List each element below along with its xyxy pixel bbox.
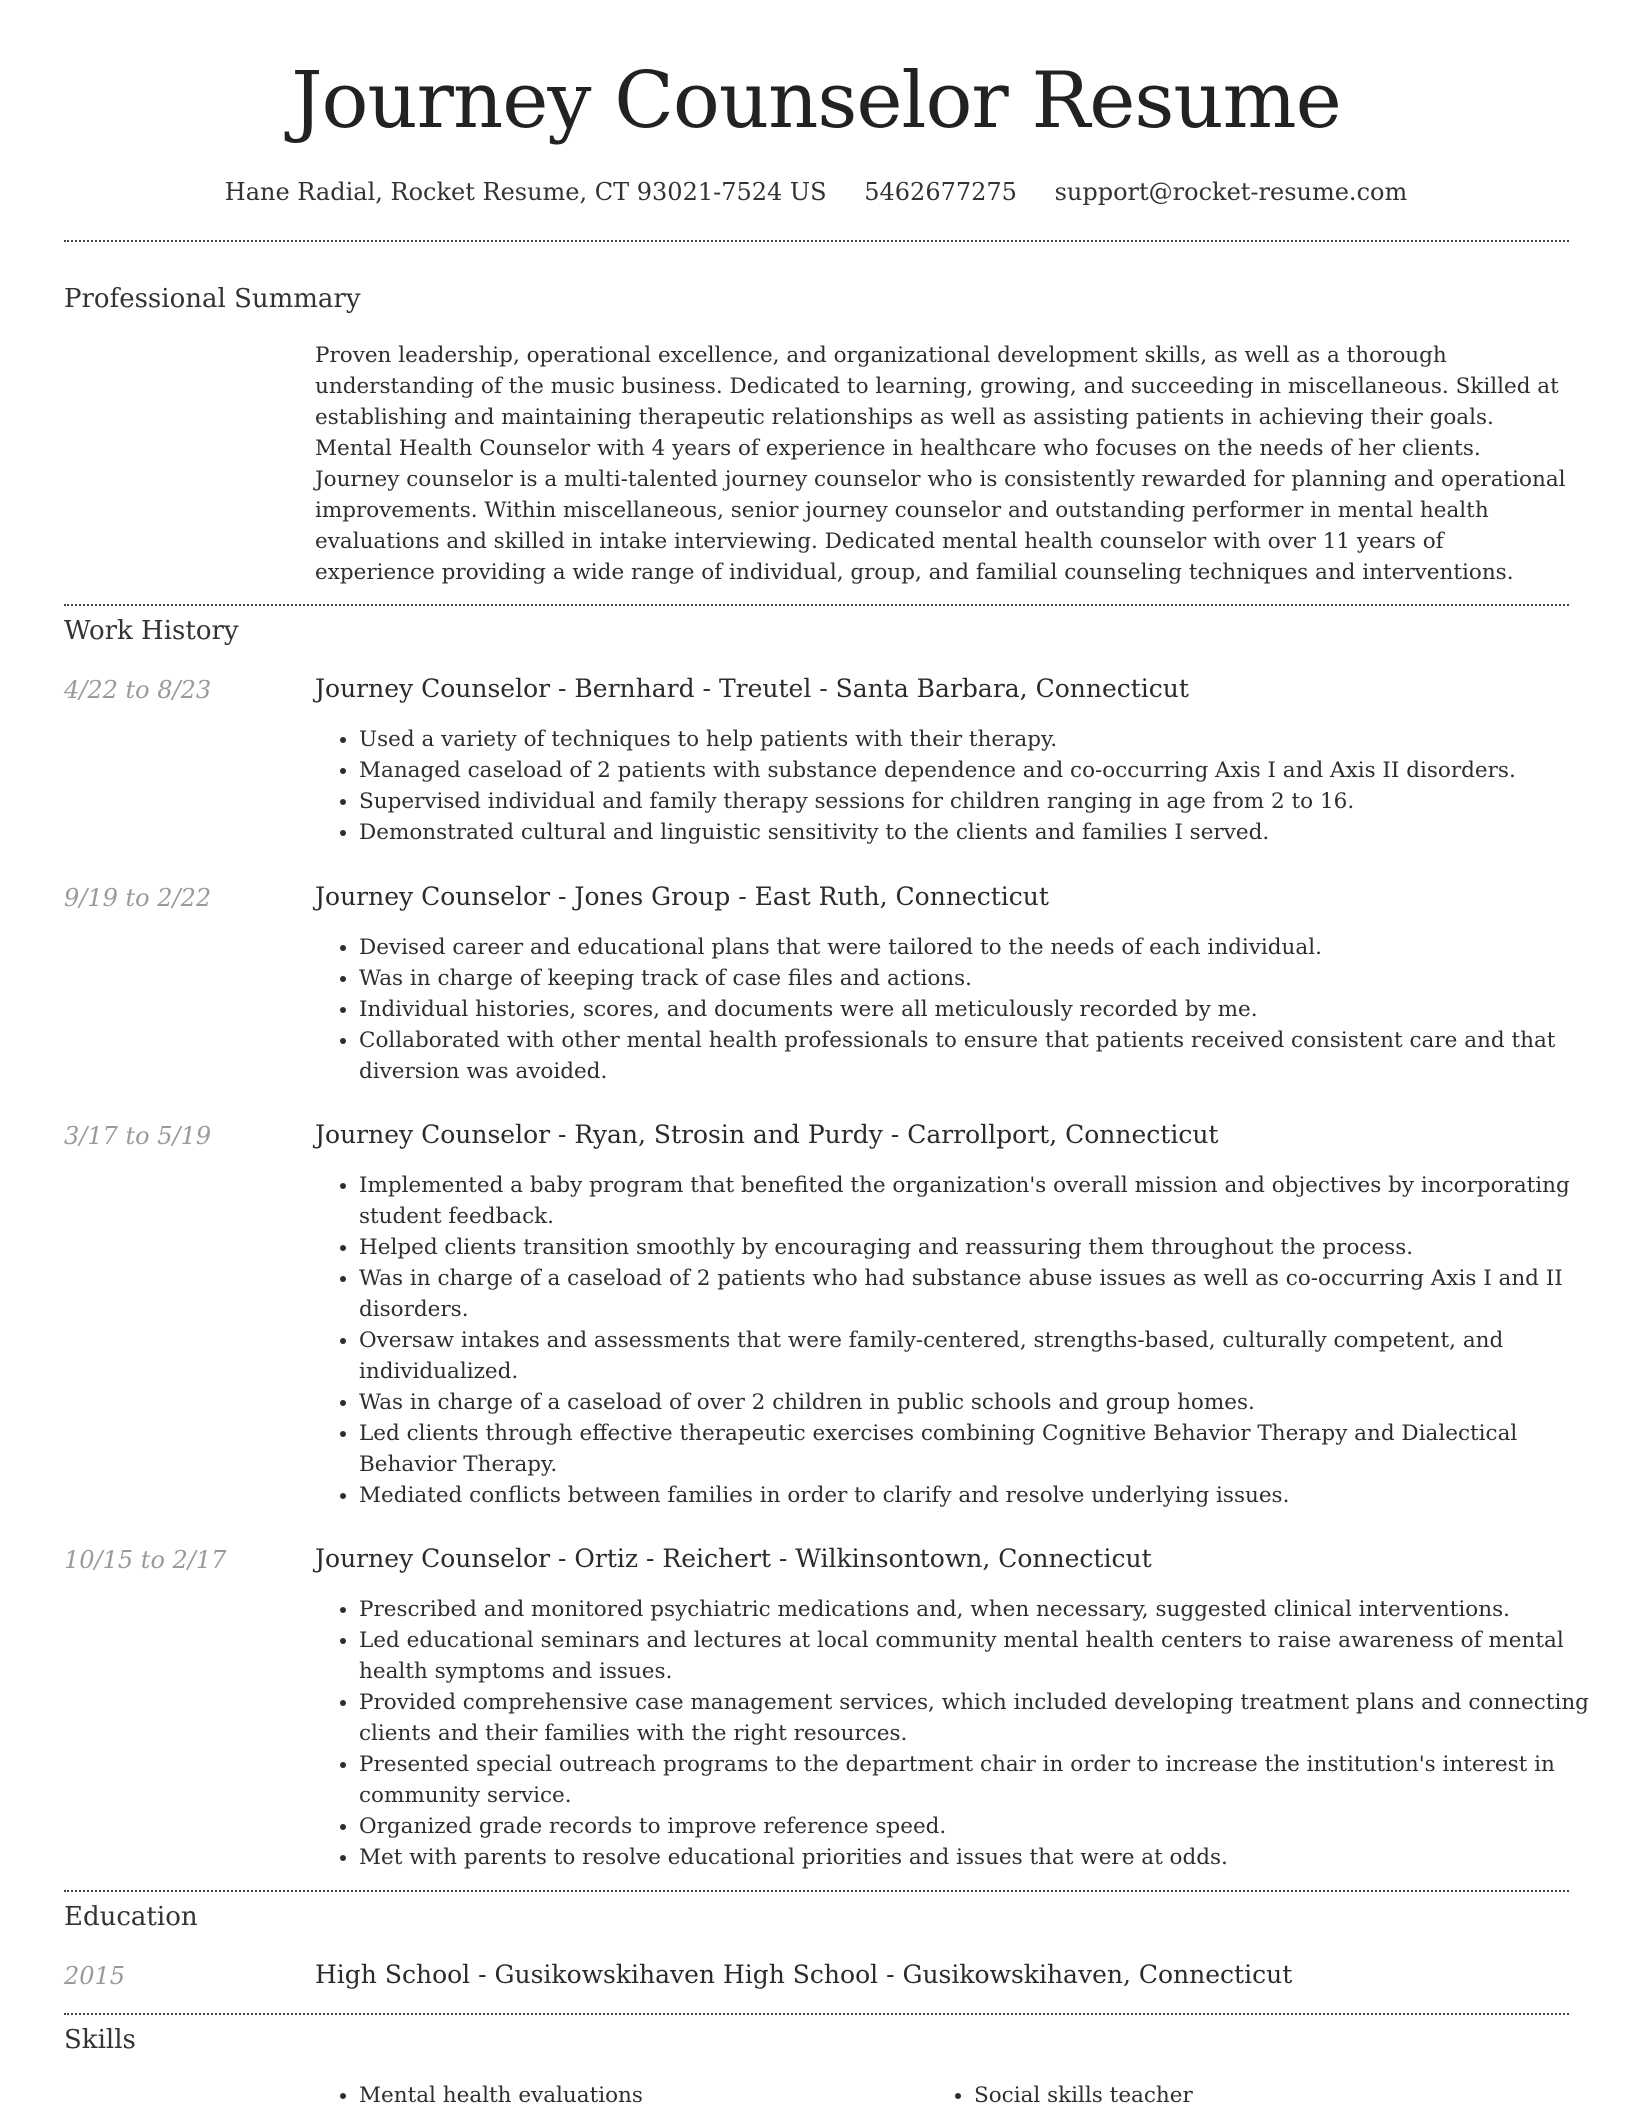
job-bullet: • Oversaw intakes and assessments that were family-centered, strengths-based, culturally competent, and individualized.: [359, 1325, 1609, 1387]
education-heading: Education: [64, 1902, 198, 1932]
job-bullets: [315, 1594, 1609, 1873]
job-dates: 9/19 to 2/22: [64, 884, 212, 912]
job-bullets: [315, 932, 1609, 1087]
job-bullet: • Prescribed and monitored psychiatric medications and, when necessary, suggested clinical interventions.: [359, 1594, 1609, 1625]
skills-heading: Skills: [64, 2025, 136, 2055]
job-bullet: • Managed caseload of 2 patients with substance dependence and co-occurring Axis I and Axis II disorders.: [359, 755, 1609, 786]
job-bullet: • Organized grade records to improve reference speed.: [359, 1811, 1609, 1842]
contact-line: [0, 178, 1632, 206]
work-history-heading: Work History: [64, 616, 239, 646]
section-divider: [64, 1890, 1569, 1892]
job-bullet: • Individual histories, scores, and documents were all meticulously recorded by me.: [359, 994, 1609, 1025]
job-title: Journey Counselor - Ryan, Strosin and Purdy - Carrollport, Connecticut: [315, 1120, 1219, 1149]
job-bullet: • Supervised individual and family therapy sessions for children ranging in age from 2 to 16.: [359, 786, 1609, 817]
job-dates: 3/17 to 5/19: [64, 1122, 212, 1150]
job-bullet: • Used a variety of techniques to help patients with their therapy.: [359, 724, 1609, 755]
section-divider: [64, 604, 1569, 606]
summary-text: Proven leadership, operational excellence, and organizational development skills, as well as a thorough understanding of the music business. Dedicated to learning, growing, and succeeding in miscellaneous. Skilled at establishing and maintaining therapeutic relationships as well as assisting patients in achieving their goals. Mental Health Counselor with 4 years of experience in healthcare who focuses on the needs of her clients. Journey counselor is a multi-talented journey counselor who is consistently rewarded for planning and operational improvements. Within miscellaneous, senior journey counselor and outstanding performer in mental health evaluations and skilled in intake interviewing. Dedicated mental health counselor with over 11 years of experience providing a wide range of individual, group, and familial counseling techniques and interventions.: [315, 343, 1566, 585]
job-bullet: • Mediated conflicts between families in order to clarify and resolve underlying issues.: [359, 1480, 1609, 1511]
job-bullet: • Demonstrated cultural and linguistic sensitivity to the clients and families I served.: [359, 817, 1609, 848]
job-bullets: [315, 1170, 1609, 1511]
job-bullet: • Led clients through effective therapeutic exercises combining Cognitive Behavior Therapy and Dialectical Behavior Therapy.: [359, 1418, 1609, 1480]
education-entry: High School - Gusikowskihaven High School - Gusikowskihaven, Connecticut: [315, 1960, 1293, 1989]
skill-item: • Mental health evaluations: [359, 2080, 959, 2111]
job-bullet: • Provided comprehensive case management services, which included developing treatment plans and connecting clients and their families with the right resources.: [359, 1687, 1609, 1749]
contact-address: Hane Radial, Rocket Resume, CT 93021-7524 US: [224, 178, 827, 206]
summary-heading: Professional Summary: [64, 284, 361, 314]
section-divider: [64, 240, 1569, 242]
contact-email: support@rocket-resume.com: [1054, 178, 1408, 206]
job-bullet: • Was in charge of a caseload of 2 patients who had substance abuse issues as well as co-occurring Axis I and II disorders.: [359, 1263, 1609, 1325]
skill-item: • Social skills teacher: [974, 2080, 1574, 2111]
job-bullet: • Led educational seminars and lectures at local community mental health centers to raise awareness of mental health symptoms and issues.: [359, 1625, 1609, 1687]
section-divider: [64, 2013, 1569, 2015]
job-bullet: • Implemented a baby program that benefited the organization's overall mission and objectives by incorporating student feedback.: [359, 1170, 1609, 1232]
job-bullet: • Devised career and educational plans that were tailored to the needs of each individual.: [359, 932, 1609, 963]
job-dates: 4/22 to 8/23: [64, 676, 212, 704]
job-bullet: • Helped clients transition smoothly by encouraging and reassuring them throughout the process.: [359, 1232, 1609, 1263]
skills-list-left: [315, 2080, 959, 2111]
job-bullet: • Collaborated with other mental health professionals to ensure that patients received consistent care and that diversion was avoided.: [359, 1025, 1609, 1087]
resume-header: [0, 0, 1632, 206]
job-dates: 10/15 to 2/17: [64, 1546, 227, 1574]
job-bullets: [315, 724, 1609, 848]
education-year: 2015: [64, 1962, 126, 1990]
job-bullet: • Presented special outreach programs to the department chair in order to increase the institution's interest in community service.: [359, 1749, 1609, 1811]
job-bullet: • Was in charge of a caseload of over 2 children in public schools and group homes.: [359, 1387, 1609, 1418]
resume-title: Journey Counselor Resume: [291, 56, 1341, 146]
skills-list-right: [930, 2080, 1574, 2111]
contact-phone: 5462677275: [864, 178, 1017, 206]
job-title: Journey Counselor - Ortiz - Reichert - Wilkinsontown, Connecticut: [315, 1544, 1152, 1573]
job-title: Journey Counselor - Jones Group - East Ruth, Connecticut: [315, 882, 1049, 911]
job-title: Journey Counselor - Bernhard - Treutel - Santa Barbara, Connecticut: [315, 674, 1189, 703]
job-bullet: • Met with parents to resolve educational priorities and issues that were at odds.: [359, 1842, 1609, 1873]
job-bullet: • Was in charge of keeping track of case files and actions.: [359, 963, 1609, 994]
